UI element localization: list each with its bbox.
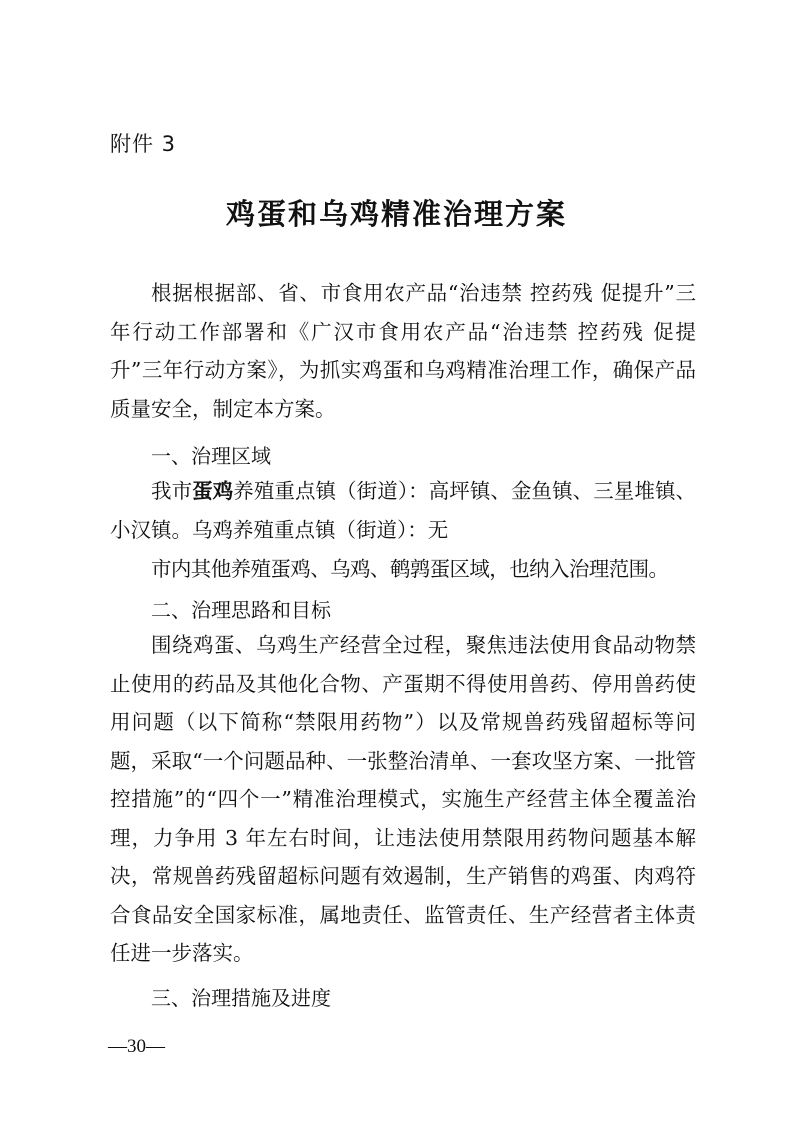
attachment-label: 附件 3 — [110, 132, 177, 156]
section1-heading: 一、治理区域 — [151, 444, 271, 468]
section1-paragraph-2: 市内其他养殖蛋鸡、乌鸡、鹌鹑蛋区域，也纳入治理范围。 — [151, 557, 669, 581]
intro-paragraph: 根据根据部、省、市食用农产品“治违禁 控药残 促提升”三年行动工作部署和《广汉市食用农产品“治违禁 控药残 促提升”三年行动方案》，为抓实鸡蛋和乌鸡精准治理工作，确保产品质量安全，制定本方案。 — [110, 281, 696, 421]
section1-paragraph-1 — [110, 472, 696, 549]
section2-heading: 二、治理思路和目标 — [151, 598, 331, 622]
document-title: 鸡蛋和乌鸡精准治理方案 — [225, 197, 567, 231]
section2-paragraph-1: 围绕鸡蛋、乌鸡生产经营全过程，聚焦违法使用食品动物禁止使用的药品及其他化合物、产蛋期不得使用兽药、停用兽药使用问题（以下简称“禁限用药物”）以及常规兽药残留超标等问题，采取“一个问题品种、一张整治清单、一套攻坚方案、一批管控措施”的“四个一”精准治理模式，实施生产经营主体全覆盖治理，力争用 3 年左右时间，让违法使用禁限用药物问题基本解决，常规兽药残留超标问题有效遏制，生产销售的鸡蛋、肉鸡符合食品安全国家标准，属地责任、监管责任、生产经营者主体责任进一步落实。 — [110, 633, 696, 965]
page-number: —30— — [108, 1036, 165, 1057]
section1-p1-prefix: 我市 — [151, 479, 193, 503]
section3-heading: 三、治理措施及进度 — [151, 986, 331, 1010]
section1-p1-rest: 养殖重点镇（街道）：高坪镇、金鱼镇、三星堆镇、小汉镇。乌鸡养殖重点镇（街道）：无 — [110, 479, 697, 542]
section1-p1-bold: 蛋鸡 — [192, 479, 234, 503]
